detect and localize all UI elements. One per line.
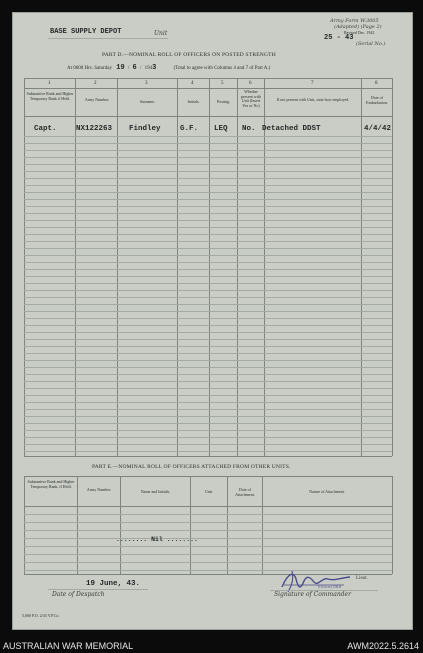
unit-underline [48, 38, 168, 39]
institution-name: AUSTRALIAN WAR MEMORIAL [3, 641, 134, 651]
ruled-line [24, 283, 392, 284]
part-d-note: (Total to agree with Columns 4 and 7 of Part A.) [173, 66, 271, 71]
ruled-line [24, 311, 392, 312]
table-d-col-divider [177, 78, 178, 456]
date-day: 19 [116, 64, 125, 72]
signature-label: Signature of Commander [274, 591, 351, 598]
officer-stamp: (Officer) BRB [318, 584, 342, 589]
ruled-line [24, 409, 392, 410]
unit-label: Unit [154, 30, 168, 37]
unit-name: BASE SUPPLY DEPOT [50, 28, 122, 36]
archive-footer [0, 640, 423, 653]
ruled-line [24, 192, 392, 193]
col-header-embarkation: Date of Embarkation. [366, 95, 388, 105]
table-e-col-divider [190, 476, 191, 574]
ruled-line [24, 546, 392, 547]
ruled-line [24, 234, 392, 235]
ruled-line [24, 248, 392, 249]
col-header-initials: Initials. [187, 99, 200, 104]
ruled-line [24, 171, 392, 172]
ruled-line [24, 178, 392, 179]
signature-rank: Lieut. [356, 576, 368, 581]
serial-label: (Serial No.) [356, 41, 386, 47]
cell-employment: Detached DDST [262, 125, 321, 133]
col-number: 2 [94, 81, 97, 86]
col-header-present: Whether present with Unit (Insert Yes or No) [241, 89, 261, 108]
col-number: 6 [249, 81, 252, 86]
ruled-line [24, 164, 392, 165]
ruled-line [24, 150, 392, 151]
ruled-line [24, 143, 392, 144]
part-d-title: PART D.—NOMINAL ROLL OF OFFICERS ON POSTED STRENGTH [102, 52, 276, 58]
form-adapted: (Adapted) (Page 2) [334, 24, 382, 30]
date-year-prefix: 194 [144, 66, 153, 71]
ruled-line [24, 227, 392, 228]
ruled-line [24, 276, 392, 277]
ruled-line [24, 530, 392, 531]
table-e-col-divider [120, 476, 121, 574]
cell-army-number: NX122263 [76, 125, 113, 133]
col-number: 7 [311, 81, 314, 86]
cell-embarked: 4/4/42 [364, 125, 392, 133]
table-d-colnum-line [24, 88, 392, 89]
ruled-line [24, 241, 392, 242]
ruled-line [24, 136, 392, 137]
ruled-line [24, 199, 392, 200]
ruled-line [24, 318, 392, 319]
cell-present: No. [242, 125, 256, 133]
table-e-col-divider [262, 476, 263, 574]
date-month: 6 [132, 64, 137, 72]
at-prefix: At 0600 Hrs. Saturday [67, 66, 112, 71]
table-d-header-bottom [24, 116, 392, 117]
ruled-line [24, 381, 392, 382]
cell-initials: G.F. [180, 125, 199, 133]
col-header-army-number: Army Number. [84, 97, 110, 102]
ruled-line [24, 437, 392, 438]
cell-rank: Capt. [34, 125, 57, 133]
col-number: 3 [145, 81, 148, 86]
table-e-right [392, 476, 393, 574]
ruled-line [24, 185, 392, 186]
ruled-line [24, 297, 392, 298]
col-header-posting: Posting. [216, 99, 230, 104]
ruled-line [24, 353, 392, 354]
col-header-rank: Substantive Rank and Higher Temporary Rank if Held. [26, 91, 74, 101]
accession-number: AWM2022.5.2614 [347, 641, 419, 651]
e-header-name: Name and Initials. [140, 489, 171, 494]
ruled-line [24, 430, 392, 431]
ruled-line [24, 255, 392, 256]
ruled-line [24, 388, 392, 389]
table-e-top [24, 476, 392, 477]
ruled-line [24, 157, 392, 158]
ruled-line [24, 538, 392, 539]
e-header-date: Date of Attachment. [235, 487, 255, 497]
ruled-line [24, 262, 392, 263]
table-d-top [24, 78, 392, 79]
table-d-col-divider [264, 78, 265, 456]
ruled-line [24, 346, 392, 347]
ruled-line [24, 360, 392, 361]
part-d-at-line: At 0600 Hrs. Saturday 19 / 6 / 1943 (Total to agree with Columns 4 and 7 of Part A.) [67, 64, 271, 72]
table-d-col-divider [237, 78, 238, 456]
despatch-label: Date of Despatch [52, 591, 105, 598]
e-header-unit: Unit. [204, 489, 214, 494]
cell-surname: Findley [129, 125, 161, 133]
despatch-underline [48, 589, 148, 590]
ruled-line [24, 367, 392, 368]
ruled-line [24, 514, 392, 515]
ruled-line [24, 269, 392, 270]
ruled-line [24, 522, 392, 523]
serial-number: 25 - 43 [324, 34, 354, 42]
ruled-line [24, 395, 392, 396]
despatch-date: 19 June, 43. [86, 580, 141, 588]
table-d-left [24, 78, 25, 456]
ruled-line [24, 304, 392, 305]
e-header-nature: Nature of Attachment. [309, 489, 345, 494]
table-d-right [392, 78, 393, 456]
table-e-col-divider [77, 476, 78, 574]
col-number: 5 [221, 81, 224, 86]
table-e-col-divider [227, 476, 228, 574]
e-header-rank: Substantive Rank and Higher Temporary Rank, if Held. [27, 479, 75, 489]
ruled-line [24, 554, 392, 555]
nil-entry: ........ Nil ........ [116, 536, 198, 543]
ruled-line [24, 402, 392, 403]
ruled-line [24, 562, 392, 563]
table-d-bottom [24, 456, 392, 457]
table-d-col-divider [361, 78, 362, 456]
ruled-line [24, 213, 392, 214]
table-d-col-divider [75, 78, 76, 456]
col-number: 8 [375, 81, 378, 86]
ruled-line [24, 325, 392, 326]
ruled-line [24, 290, 392, 291]
form-revised: Revised Dec. 1942 [344, 30, 375, 35]
ruled-line [24, 423, 392, 424]
ruled-line [24, 374, 392, 375]
ruled-line [24, 451, 392, 452]
ruled-line [24, 339, 392, 340]
col-header-surname: Surname. [139, 99, 156, 104]
col-number: 1 [48, 81, 51, 86]
print-code: 5,000 P.O. 2/43 V.P.Co. [22, 613, 60, 618]
e-header-army-number: Army Number. [86, 487, 112, 492]
part-e-title: PART E.—NOMINAL ROLL OF OFFICERS ATTACHED FROM OTHER UNITS. [92, 464, 291, 470]
ruled-line [24, 332, 392, 333]
table-d-col-divider [117, 78, 118, 456]
ruled-line [24, 220, 392, 221]
table-d-col-divider [209, 78, 210, 456]
table-e-left [24, 476, 25, 574]
cell-posting: LEQ [214, 125, 228, 133]
ruled-line [24, 416, 392, 417]
date-year-digit: 3 [152, 64, 157, 72]
form-page [12, 12, 413, 630]
ruled-line [24, 444, 392, 445]
ruled-line [24, 206, 392, 207]
table-e-header-bottom [24, 506, 392, 507]
col-header-employment: If not present with Unit, state how employed. [276, 97, 350, 102]
col-number: 4 [191, 81, 194, 86]
form-number: Army Form W.3005 [330, 18, 379, 24]
